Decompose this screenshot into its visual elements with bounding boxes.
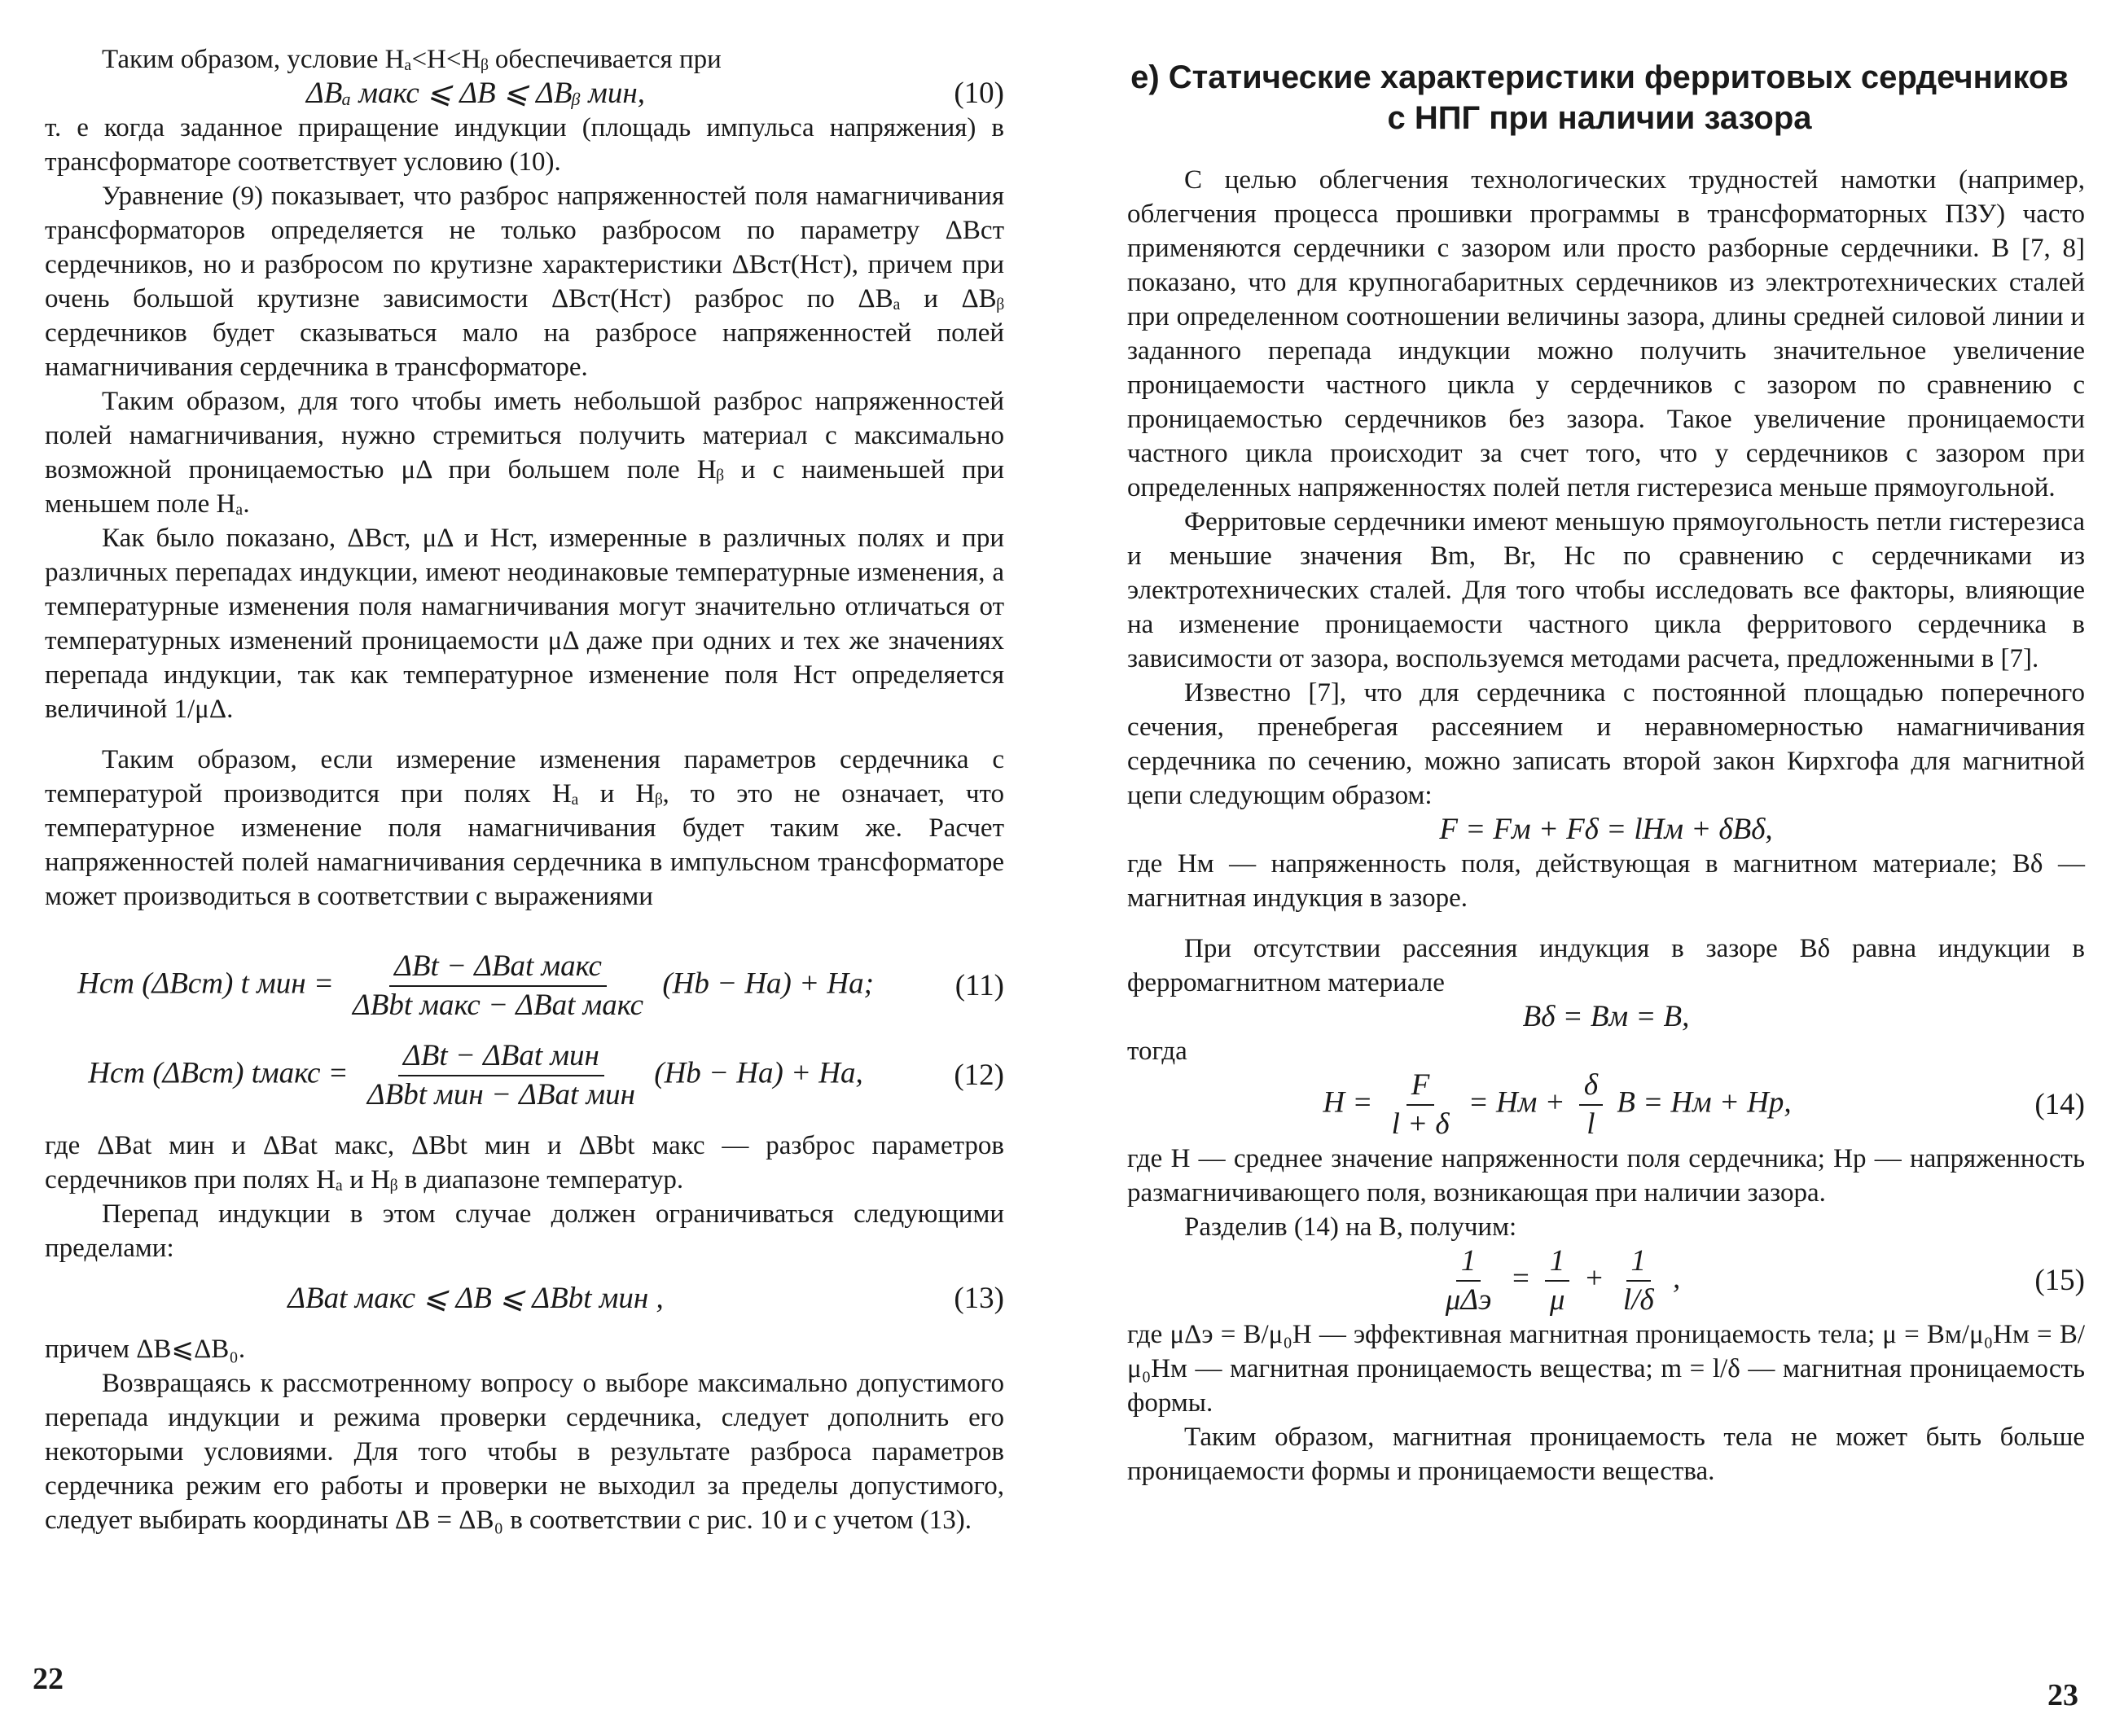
- right-paragraph-4: где Hм — напряженность поля, действующая в магнитном материале; Bδ — магнитная индукция в зазоре.: [1127, 849, 2085, 913]
- equation-12-denominator: ΔBbt мин − ΔBat мин: [366, 1078, 635, 1111]
- equation-14-f1-numerator: F: [1406, 1068, 1435, 1106]
- equation-11-denominator: ΔBbt макс − ΔBat макс: [353, 989, 644, 1022]
- equation-11-lhs: Hст (ΔBст) t мин =: [77, 967, 334, 1001]
- equation-12: [45, 1039, 1004, 1112]
- equation-10-body: ΔBₐ макс ⩽ ΔB ⩽ ΔBᵦ мин,: [306, 77, 645, 110]
- right-text-column: [1127, 163, 2085, 1488]
- right-paragraph-1: С целью облегчения технологических трудностей намотки (например, облегчения процесса прошивки программы в трансформаторных ПЗУ) часто применяются сердечники с зазором или просто разборные сердечники. В [7, 8] показано, что для крупногабаритных сердечников из электротехнических сталей при определенном соотношении величины зазора, длины средней силовой линии и заданного перепада индукции можно получить значительное увеличение проницаемости частного цикла у сердечников с зазором по сравнению с проницаемостью сердечников без зазора. Такое увеличение проницаемости частного цикла происходит за счет того, что у сердечников с зазором при определенных напряженностях полей петля гистерезиса меньше прямоугольной.: [1127, 165, 2085, 502]
- left-paragraph-7: Перепад индукции в этом случае должен ограничиваться следующими пределами:: [45, 1199, 1004, 1263]
- equation-15-f3-numerator: 1: [1626, 1244, 1652, 1282]
- equation-14-f2-numerator: δ: [1579, 1068, 1603, 1106]
- left-text-column: [45, 42, 1004, 1537]
- equation-13-body: ΔBat макс ⩽ ΔB ⩽ ΔBbt мин ,: [287, 1282, 664, 1315]
- equation-kirchhoff: [1127, 813, 2085, 847]
- right-paragraph-9: где μΔэ = B/μ₀H — эффективная магнитная проницаемость тела; μ = Bм/μ₀Hм = B/μ₀Hм — магнитная проницаемость вещества; m = l/δ — магнитная проницаемость формы.: [1127, 1320, 2085, 1418]
- right-paragraph-10: Таким образом, магнитная проницаемость тела не может быть больше проницаемости формы и проницаемости вещества.: [1127, 1423, 2085, 1486]
- equation-12-number: (12): [954, 1059, 1004, 1092]
- left-paragraph-3: Таким образом, для того чтобы иметь небольшой разброс напряженностей полей намагничивания, нужно стремиться получить материал с максимально возможной проницаемостью μΔ при большем поле Hᵦ и с наименьшей при меньшем поле Hₐ.: [45, 387, 1004, 519]
- equation-15-f1-denominator: μΔэ: [1445, 1283, 1492, 1317]
- equation-12-numerator: ΔBt − ΔBat мин: [398, 1039, 604, 1076]
- equation-15-f3-denominator: l/δ: [1622, 1283, 1654, 1317]
- equation-14-mid: = Hм +: [1468, 1085, 1565, 1120]
- left-paragraph-6: где ΔBat мин и ΔBat макс, ΔBbt мин и ΔBbt макс — разброс параметров сердечников при полях Hₐ и Hᵦ в диапазоне температур.: [45, 1131, 1004, 1195]
- section-heading: [1111, 57, 2088, 138]
- equation-15-fraction-1: [1441, 1244, 1497, 1317]
- equation-12-rhs: (Hb − Ha) + Ha,: [654, 1056, 863, 1090]
- equation-11-fraction: [348, 949, 648, 1023]
- right-paragraph-7: где H — среднее значение напряженности поля сердечника; Hр — напряженность размагничивающего поля, возникающая при наличии зазора.: [1127, 1144, 2085, 1208]
- equation-14: [1127, 1068, 2085, 1142]
- equation-15-f2-numerator: 1: [1545, 1244, 1570, 1282]
- equation-15-tail: ,: [1672, 1261, 1681, 1295]
- equation-15-number: (15): [2034, 1264, 2085, 1297]
- right-page-number: 23: [2047, 1678, 2078, 1712]
- right-paragraph-3: Известно [7], что для сердечника с постоянной площадью поперечного сечения, пренебрегая рассеянием и неравномерностью намагничивания сердечника по сечению, можно записать второй закон Кирхгофа для магнитной цепи следующим образом:: [1127, 678, 2085, 810]
- equation-kirchhoff-body: F = Fм + Fδ = lHм + δBδ,: [1439, 813, 1773, 846]
- equation-14-fraction-2: [1579, 1068, 1603, 1142]
- equation-15-f2-denominator: μ: [1549, 1283, 1565, 1317]
- equation-induction: [1127, 1000, 2085, 1034]
- left-paragraph-2: Уравнение (9) показывает, что разброс напряженностей поля намагничивания трансформаторов определяется не только разбросом по параметру ΔBст сердечников, но и разбросом по крутизне характеристики ΔBст(Hст), причем при очень большой крутизне зависимости ΔBст(Hст) разброс по ΔBₐ и ΔBᵦ сердечников будет сказываться мало на разбросе напряженностей полей намагничивания сердечника в трансформаторе.: [45, 182, 1004, 382]
- left-intro: Таким образом, условие Hₐ<H<Hᵦ обеспечивается при: [102, 45, 722, 74]
- equation-15-plus: +: [1583, 1261, 1604, 1295]
- equation-11: [45, 949, 1004, 1023]
- equation-15-fraction-3: [1618, 1244, 1659, 1317]
- left-paragraph-4: Как было показано, ΔBст, μΔ и Hст, измеренные в различных полях и при различных перепадах индукции, имеют неодинаковые температурные изменения, а температурные изменения поля намагничивания могут значительно отличаться от температурных изменений проницаемости μΔ даже при одних и тех же значениях перепада индукции, так как температурное изменение поля Hст определяется величиной 1/μΔ.: [45, 524, 1004, 724]
- equation-15-equals: =: [1510, 1261, 1531, 1295]
- section-heading-line-2: с НПГ при наличии зазора: [1387, 100, 1812, 136]
- right-page: [1062, 0, 2124, 1736]
- equation-14-f1-denominator: l + δ: [1391, 1107, 1450, 1141]
- left-paragraph-1: т. е когда заданное приращение индукции (площадь импульса напряжения) в трансформаторе соответствует условию (10).: [45, 113, 1004, 177]
- equation-11-number: (11): [954, 969, 1004, 1002]
- right-paragraph-8: Разделив (14) на B, получим:: [1184, 1212, 1517, 1242]
- equation-11-rhs: (Hb − Ha) + Ha;: [662, 967, 874, 1001]
- left-paragraph-9: Возвращаясь к рассмотренному вопросу о выборе максимально допустимого перепада индукции и режима проверки сердечника, следует дополнить его некоторыми условиями. Для того чтобы в результате разброса параметров сердечника режим его работы и проверки не выходил за пределы допустимого, следует выбирать координаты ΔB = ΔB₀ в соответствии с рис. 10 и с учетом (13).: [45, 1369, 1004, 1535]
- equation-12-fraction: [362, 1039, 640, 1112]
- right-paragraph-5: При отсутствии рассеяния индукция в зазоре Bδ равна индукции в ферромагнитном материале: [1127, 934, 2085, 997]
- left-page: [0, 0, 1059, 1736]
- equation-15: [1127, 1244, 2085, 1317]
- equation-13-number: (13): [954, 1282, 1004, 1315]
- equation-11-numerator: ΔBt − ΔBat макс: [389, 949, 607, 987]
- equation-15-f1-numerator: 1: [1456, 1244, 1481, 1282]
- equation-14-f2-denominator: l: [1586, 1107, 1595, 1141]
- equation-13: [45, 1282, 1004, 1316]
- equation-10: [45, 77, 1004, 111]
- left-paragraph-8: причем ΔB⩽ΔB₀.: [45, 1335, 246, 1364]
- equation-12-lhs: Hст (ΔBст) tмакс =: [88, 1056, 349, 1090]
- left-page-number: 22: [33, 1662, 64, 1696]
- equation-14-rhs: B = Hм + Hр,: [1617, 1085, 1792, 1120]
- equation-14-fraction-1: [1387, 1068, 1455, 1142]
- equation-14-lhs: H =: [1323, 1085, 1373, 1120]
- section-heading-line-1: е) Статические характеристики ферритовых сердечников: [1130, 59, 2069, 95]
- right-paragraph-2: Ферритовые сердечники имеют меньшую прямоугольность петли гистерезиса и меньшие значения Bm, Br, Hc по сравнению с сердечниками из электротехнических сталей. Для того чтобы исследовать все факторы, влияющие на изменение проницаемости частного цикла ферритового сердечника в зависимости от зазора, воспользуемся методами расчета, предложенными в [7].: [1127, 507, 2085, 673]
- equation-10-number: (10): [954, 77, 1004, 110]
- equation-14-number: (14): [2034, 1088, 2085, 1121]
- equation-induction-body: Bδ = Bм = B,: [1522, 1000, 1690, 1033]
- equation-15-fraction-2: [1545, 1244, 1570, 1317]
- right-paragraph-6: тогда: [1127, 1037, 1187, 1066]
- left-paragraph-5: Таким образом, если измерение изменения параметров сердечника с температурой производится при полях Hₐ и Hᵦ, то это не означает, что температурное изменение поля намагничивания будет таким же. Расчет напряженностей полей намагничивания сердечника в импульсном трансформаторе может производиться в соответствии с выражениями: [45, 745, 1004, 911]
